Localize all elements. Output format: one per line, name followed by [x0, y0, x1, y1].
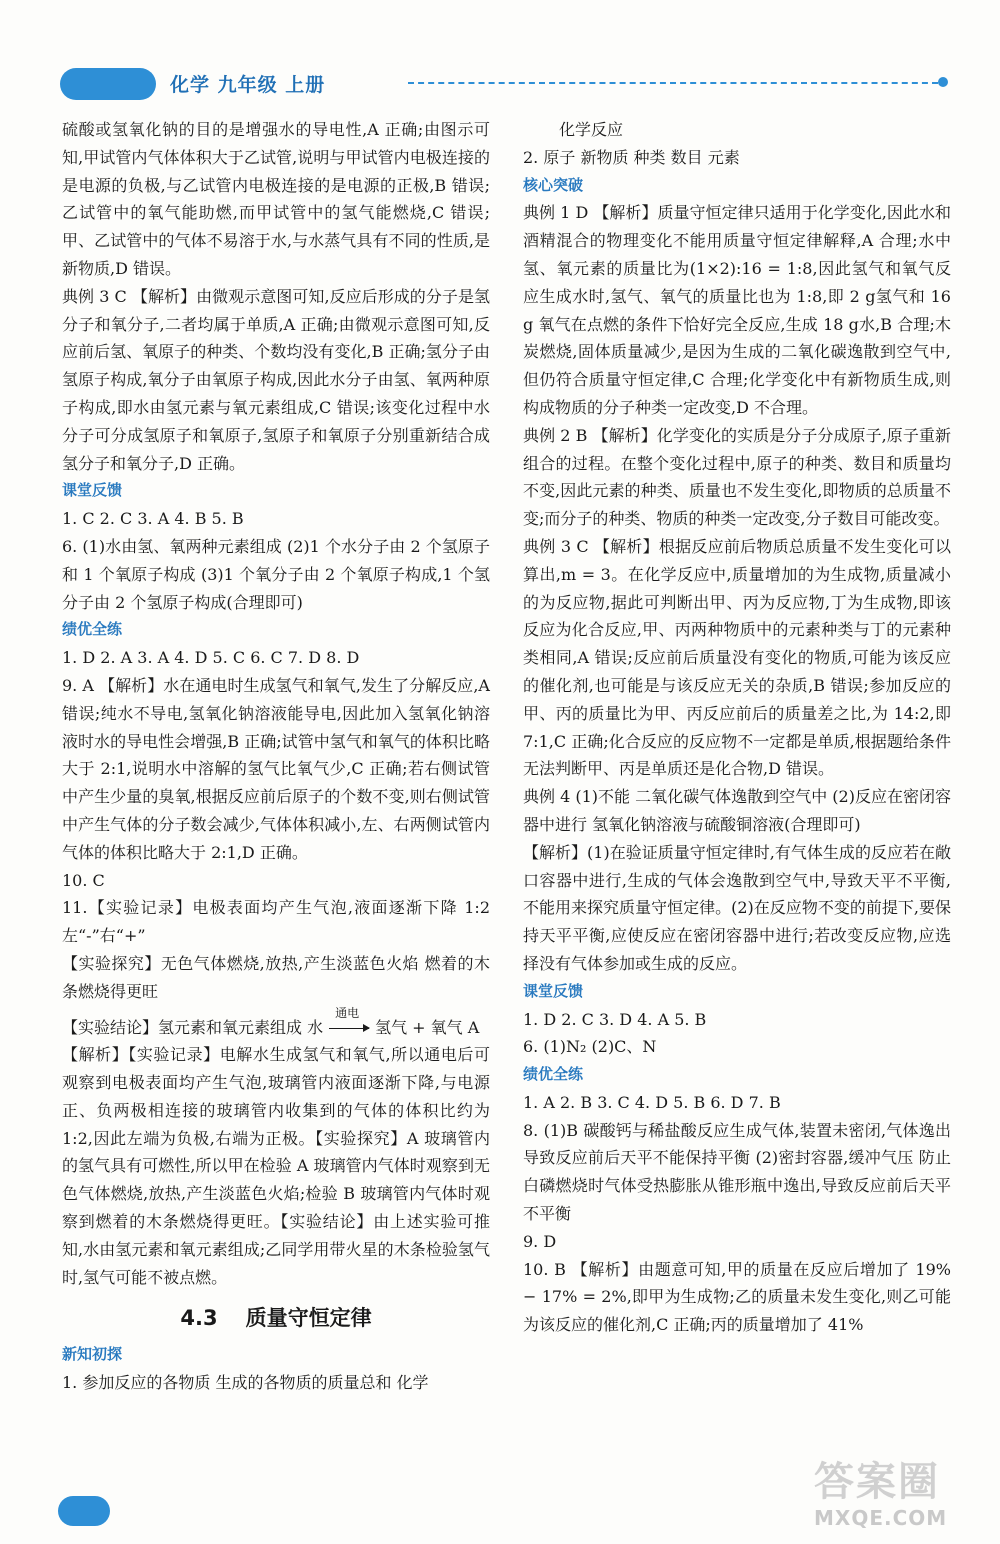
right-answer-10: 10. B 【解析】由题意可知,甲的质量在反应后增加了 19% − 17% = 2%,即甲为生成物;乙的质量未发生变化,则乙可能为该反应的催化剂,C 正确;丙的质量增加了 41% [523, 1259, 951, 1335]
reaction-condition: 通电 [335, 1005, 360, 1020]
right-answer-6: 6. (1)N₂ (2)C、N [523, 1037, 657, 1057]
watermark-logo [814, 1458, 984, 1538]
left-paragraph-2: 典例 3 C 【解析】由微观示意图可知,反应后形成的分子是氢分子和氧分子,二者均属于单质,A 正确;由微观示意图可知,反应前后氢、氧原子的种类、个数均没有变化,B 正确;氢分子由氢原子构成,氧分子由氧原子构成,因此水分子由氢、氧两种原子构成,即水由氢元素与氧元素组成,C 错误;该变化过程中水分子可分成氢原子和氧原子,氢原子和氧原子分别重新结合成氢分子和氧分子,D 正确。 [62, 286, 490, 473]
section-title [62, 1305, 490, 1333]
page-header [0, 60, 1000, 110]
header-dashed-rule [408, 82, 938, 84]
right-answer-2: 2. 原子 新物质 种类 数目 元素 [523, 147, 740, 167]
page-number-tab [58, 1496, 110, 1526]
left-column [62, 116, 490, 1397]
right-example-1: 典例 1 D 【解析】质量守恒定律只适用于化学变化,因此水和酒精混合的物理变化不能用质量守恒定律解释,A 合理;水中氢、氧元素的质量比为(1×2):16 = 1:8,因此氢气和氧气反应生成水时,氢气、氧气的质量比也为 1:8,即 2 g氢气和 16 g 氧气在点燃的条件下恰好完全反应,生成 18 g水,B 合理;木炭燃烧,固体质量减少,是因为生成的二氧化碳逸散到空气中,但仍符合质量守恒定律,C 合理;化学变化中有新物质生成,则构成物质的分子种类一定改变,D 不合理。 [523, 203, 951, 417]
right-answer-8: 8. (1)B 碳酸钙与稀盐酸反应生成气体,装置未密闭,气体逸出导致反应前后天平不能保持平衡 (2)密封容器,缓冲气压 防止白磷燃烧时气体受热膨胀从锥形瓶中逸出,导致反应前后天平不平衡 [523, 1120, 951, 1224]
left-answer-11-record: 11.【实验记录】电极表面均产生气泡,液面逐渐下降 1:2 左“-”右“+” [62, 898, 490, 946]
watermark-text: 答案圈 [814, 1459, 940, 1505]
left-answer-11-explore: 【实验探究】无色气体燃烧,放热,产生淡蓝色火焰 燃着的木条燃烧得更旺 [62, 953, 490, 1001]
right-column [523, 116, 951, 1339]
reaction-arrow [329, 1005, 369, 1042]
header-tab-decoration [60, 68, 156, 100]
arrow-icon [329, 1028, 369, 1029]
left-answer-new-1: 1. 参加反应的各物质 生成的各物质的质量总和 化学 [62, 1373, 429, 1393]
section-number: 4.3 [180, 1306, 218, 1331]
section-heading-practice: 绩优全练 [62, 620, 123, 639]
section-heading-practice-2: 绩优全练 [523, 1065, 584, 1084]
section-heading-classroom-feedback-2: 课堂反馈 [523, 981, 584, 1000]
right-example-3: 典例 3 C 【解析】根据反应前后物质总质量不发生变化可以算出,m = 3。在化学反应中,质量增加的为生成物,质量减小的为反应物,据此可判断出甲、丙为反应物,丁为生成物,即该反应为化合反应,甲、丙两种物质中的元素种类与丁的元素种类相同,A 错误;反应前后质量没有变化的物质,可能为该反应的催化剂,也可能是与该反应无关的杂质,B 错误;参加反应的甲、丙的质量比为甲、丙反应前后的质量差之比,为 14:2,即 7:1,C 正确;化合反应的反应物不一定都是单质,根据题给条件无法判断甲、丙是单质还是化合物,D 错误。 [523, 536, 951, 779]
section-heading-new-knowledge: 新知初探 [62, 1345, 123, 1364]
right-answers-1: 1. D 2. C 3. D 4. A 5. B [523, 1009, 707, 1029]
left-paragraph-1: 硫酸或氢氧化钠的目的是增强水的导电性,A 正确;由图示可知,甲试管内气体体积大于乙试管,说明与甲试管内电极连接的是电源的负极,与乙试管内电极连接的是电源的正极,B 错误;乙试管中的氧气能助燃,而甲试管中的氢气能燃烧,C 错误;甲、乙试管中的气体不易溶于水,与水蒸气具有不同的性质,是新物质,D 错误。 [62, 120, 490, 278]
section-heading-classroom-feedback: 课堂反馈 [62, 481, 123, 500]
left-answer-11-conclusion [62, 1005, 490, 1042]
section-title-text: 质量守恒定律 [245, 1306, 372, 1331]
header-title: 化学 九年级 上册 [170, 74, 326, 96]
left-answer-10: 10. C [62, 870, 105, 890]
watermark-url: MXQE.COM [814, 1506, 948, 1530]
section-heading-core: 核心突破 [523, 175, 584, 194]
right-answers-2: 1. A 2. B 3. C 4. D 5. B 6. D 7. B [523, 1092, 781, 1112]
conclusion-text: 【实验结论】氢元素和氧元素组成 水 [62, 1017, 324, 1037]
left-analysis-11: 【解析】【实验记录】电解水生成氢气和氧气,所以通电后可观察到电极表面均产生气泡,玻璃管内液面逐渐下降,与电源正、负两极相连接的玻璃管内收集到的气体的体积比约为 1:2,因此左端为负极,右端为正极。【实验探究】A 玻璃管内的氢气具有可燃性,所以甲在检验 A 玻璃管内气体时观察到无色气体燃烧,放热,产生淡蓝色火焰;检验 B 玻璃管内气体时观察到燃着的木条燃烧得更旺。【实验结论】由上述实验可推知,水由氢元素和氧元素组成;乙同学用带火星的木条检验氢气时,氢气可能不被点燃。 [62, 1045, 490, 1287]
right-example-2: 典例 2 B 【解析】化学变化的实质是分子分成原子,原子重新组合的过程。在整个变化过程中,原子的种类、数目和质量均不变,因此元素的种类、质量也不发生变化,即物质的总质量不变;而分子的种类、物质的种类一定改变,分子数目可能改变。 [523, 425, 951, 529]
header-dot [938, 77, 948, 87]
left-answer-6: 6. (1)水由氢、氧两种元素组成 (2)1 个水分子由 2 个氢原子和 1 个氧原子构成 (3)1 个氧分子由 2 个氧原子构成,1 个氢分子由 2 个氢原子构成(合理即可) [62, 536, 490, 612]
right-example-4-analysis: 【解析】(1)在验证质量守恒定律时,有气体生成的反应若在敞口容器中进行,生成的气体会逸散到空气中,导致天平不平衡,不能用来探究质量守恒定律。(2)在反应物不变的前提下,要保持天平平衡,应使反应在密闭容器中进行;若改变反应物,应选择没有气体参加或生成的反应。 [523, 842, 951, 973]
conclusion-products: 氢气 + 氧气 A [375, 1017, 480, 1037]
right-example-4: 典例 4 (1)不能 二氧化碳气体逸散到空气中 (2)反应在密闭容器中进行 氢氧化钠溶液与硫酸铜溶液(合理即可) [523, 787, 951, 834]
right-continuation: 化学反应 [559, 120, 624, 139]
right-answer-9: 9. D [523, 1231, 557, 1251]
left-answers-2: 1. D 2. A 3. A 4. D 5. C 6. C 7. D 8. D [62, 648, 360, 668]
left-answers-1: 1. C 2. C 3. A 4. B 5. B [62, 509, 244, 529]
left-answer-9: 9. A 【解析】水在通电时生成氢气和氧气,发生了分解反应,A 错误;纯水不导电,氢氧化钠溶液能导电,因此加入氢氧化钠溶液时水的导电性会增强,B 正确;试管中氢气和氧气的体积比略大于 2:1,说明水中溶解的氢气比氧气少,C 正确;若右侧试管中产生少量的臭氧,根据反应前后原子的个数不变,则右侧试管中产生气体的分子数会减少,气体体积减小,左、右两侧试管内气体的体积比略大于 2:1,D 正确。 [62, 675, 490, 862]
